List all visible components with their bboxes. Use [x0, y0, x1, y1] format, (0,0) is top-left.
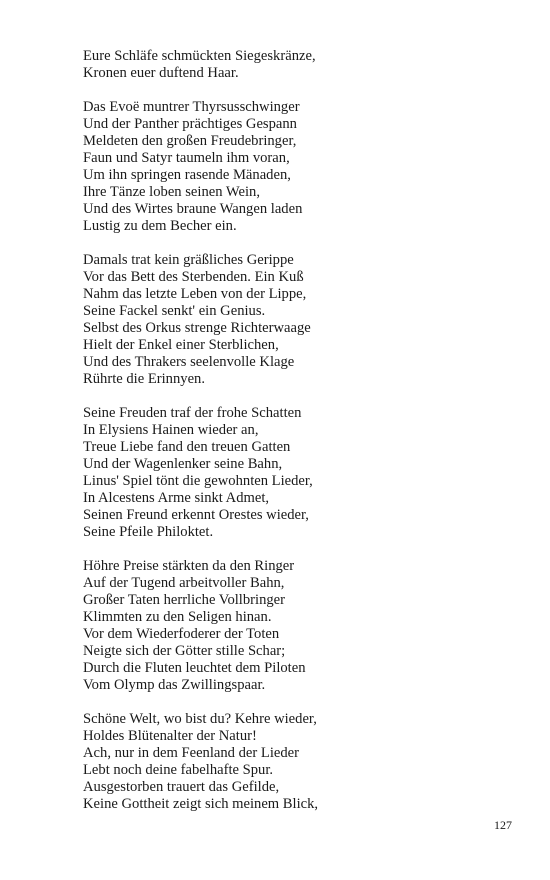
verse-line: Treue Liebe fand den treuen Gatten — [83, 439, 291, 455]
verse-line: Damals trat kein gräßliches Gerippe — [83, 252, 294, 268]
stanza — [83, 711, 503, 813]
verse-line: Und der Wagenlenker seine Bahn, — [83, 456, 283, 472]
verse-line: In Elysiens Hainen wieder an, — [83, 422, 259, 438]
verse-line: Holdes Blütenalter der Natur! — [83, 728, 257, 744]
stanza — [83, 558, 503, 694]
verse-line: Vor das Bett des Sterbenden. Ein Kuß — [83, 269, 304, 285]
verse-line: Ausgestorben trauert das Gefilde, — [83, 779, 280, 795]
verse-line: Keine Gottheit zeigt sich meinem Blick, — [83, 796, 319, 812]
stanza — [83, 99, 503, 235]
verse-line: Seine Freuden traf der frohe Schatten — [83, 405, 302, 421]
verse-line: Nahm das letzte Leben von der Lippe, — [83, 286, 307, 302]
verse-line: Höhre Preise stärkten da den Ringer — [83, 558, 295, 574]
page-number: 127 — [494, 818, 512, 832]
verse-line: Schöne Welt, wo bist du? Kehre wieder, — [83, 711, 317, 727]
verse-line: Und der Panther prächtiges Gespann — [83, 116, 297, 132]
verse-line: Selbst des Orkus strenge Richterwaage — [83, 320, 311, 336]
verse-line: Vom Olymp das Zwillingspaar. — [83, 677, 266, 693]
verse-line: Klimmten zu den Seligen hinan. — [83, 609, 272, 625]
verse-line: Seine Pfeile Philoktet. — [83, 524, 214, 540]
verse-line: Das Evoë muntrer Thyrsusschwinger — [83, 99, 300, 115]
verse-line: Rührte die Erinnyen. — [83, 371, 205, 387]
verse-line: Seine Fackel senkt' ein Genius. — [83, 303, 266, 319]
verse-line: Seinen Freund erkennt Orestes wieder, — [83, 507, 309, 523]
verse-line: Und des Wirtes braune Wangen laden — [83, 201, 303, 217]
verse-line: Lebt noch deine fabelhafte Spur. — [83, 762, 274, 778]
verse-line: Hielt der Enkel einer Sterblichen, — [83, 337, 279, 353]
verse-line: Linus' Spiel tönt die gewohnten Lieder, — [83, 473, 313, 489]
verse-line: Auf der Tugend arbeitvoller Bahn, — [83, 575, 285, 591]
verse-line: Lustig zu dem Becher ein. — [83, 218, 237, 234]
stanza — [83, 405, 503, 541]
verse-line: Faun und Satyr taumeln ihm voran, — [83, 150, 290, 166]
verse-line: Eure Schläfe schmückten Siegeskränze, — [83, 48, 316, 64]
poem-text — [83, 48, 503, 830]
verse-line: Neigte sich der Götter stille Schar; — [83, 643, 286, 659]
verse-line: Vor dem Wiederfoderer der Toten — [83, 626, 280, 642]
verse-line: Kronen euer duftend Haar. — [83, 65, 239, 81]
verse-line: Großer Taten herrliche Vollbringer — [83, 592, 286, 608]
verse-line: Durch die Fluten leuchtet dem Piloten — [83, 660, 306, 676]
verse-line: Ach, nur in dem Feenland der Lieder — [83, 745, 299, 761]
stanza — [83, 252, 503, 388]
stanza — [83, 48, 503, 82]
verse-line: Ihre Tänze loben seinen Wein, — [83, 184, 260, 200]
verse-line: Um ihn springen rasende Mänaden, — [83, 167, 291, 183]
verse-line: In Alcestens Arme sinkt Admet, — [83, 490, 270, 506]
verse-line: Und des Thrakers seelenvolle Klage — [83, 354, 295, 370]
verse-line: Meldeten den großen Freudebringer, — [83, 133, 297, 149]
